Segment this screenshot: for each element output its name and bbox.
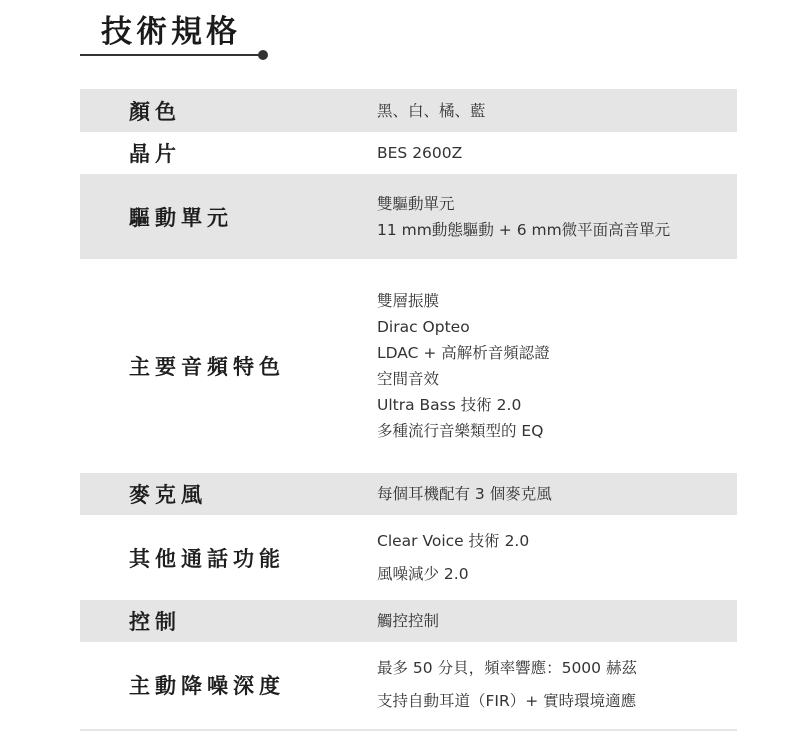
spec-label: 主動降噪深度 xyxy=(129,673,285,698)
spec-label: 驅動單元 xyxy=(129,205,233,230)
spec-row-call-features xyxy=(80,515,737,600)
spec-value-line: BES 2600Z xyxy=(377,144,463,162)
spec-value-line: 雙驅動單元 xyxy=(377,194,455,213)
title-underline xyxy=(80,54,264,56)
spec-value-line: LDAC + 高解析音頻認證 xyxy=(377,344,550,362)
spec-row-microphone xyxy=(80,473,737,515)
spec-value xyxy=(377,259,737,473)
spec-value-line: 黑、白、橘、藍 xyxy=(377,101,486,120)
spec-label: 顏色 xyxy=(129,99,181,124)
spec-value xyxy=(377,600,737,642)
spec-label: 控制 xyxy=(129,610,181,634)
spec-row-color xyxy=(80,89,737,132)
spec-value-line: 每個耳機配有 3 個麥克風 xyxy=(377,485,552,503)
spec-value xyxy=(377,132,737,174)
title-underline-dot xyxy=(258,50,268,60)
spec-value-line: 空間音效 xyxy=(377,370,440,388)
spec-value xyxy=(377,174,737,259)
table-bottom-rule xyxy=(80,729,737,731)
spec-row-controls xyxy=(80,600,737,642)
spec-value-line: 多種流行音樂類型的 EQ xyxy=(377,422,544,440)
spec-label: 晶片 xyxy=(129,142,181,166)
spec-value-line: 最多 50 分貝，頻率響應：5000 赫茲 xyxy=(377,658,637,677)
section-title: 技術規格 xyxy=(101,14,241,50)
spec-value-line: Dirac Opteo xyxy=(377,318,470,336)
spec-value-line: Ultra Bass 技術 2.0 xyxy=(377,396,522,414)
spec-row-chip xyxy=(80,132,737,174)
spec-value-line: 11 mm動態驅動 + 6 mm微平面高音單元 xyxy=(377,220,671,239)
spec-value-line: Clear Voice 技術 2.0 xyxy=(377,531,530,550)
spec-row-anc-depth xyxy=(80,642,737,727)
spec-value xyxy=(377,473,737,515)
spec-label: 主要音頻特色 xyxy=(129,355,285,379)
spec-row-driver xyxy=(80,174,737,259)
spec-table xyxy=(80,89,737,727)
spec-value xyxy=(377,642,737,727)
spec-value-line: 觸控控制 xyxy=(377,612,440,630)
spec-row-audio-features xyxy=(80,259,737,473)
spec-value-line: 風噪減少 2.0 xyxy=(377,564,469,583)
spec-label: 麥克風 xyxy=(129,483,207,507)
spec-value-line: 雙層振膜 xyxy=(377,292,440,310)
spec-label: 其他通話功能 xyxy=(129,546,285,571)
spec-value xyxy=(377,515,737,600)
spec-value-line: 支持自動耳道（FIR）+ 實時環境適應 xyxy=(377,691,637,710)
spec-value xyxy=(377,89,737,132)
